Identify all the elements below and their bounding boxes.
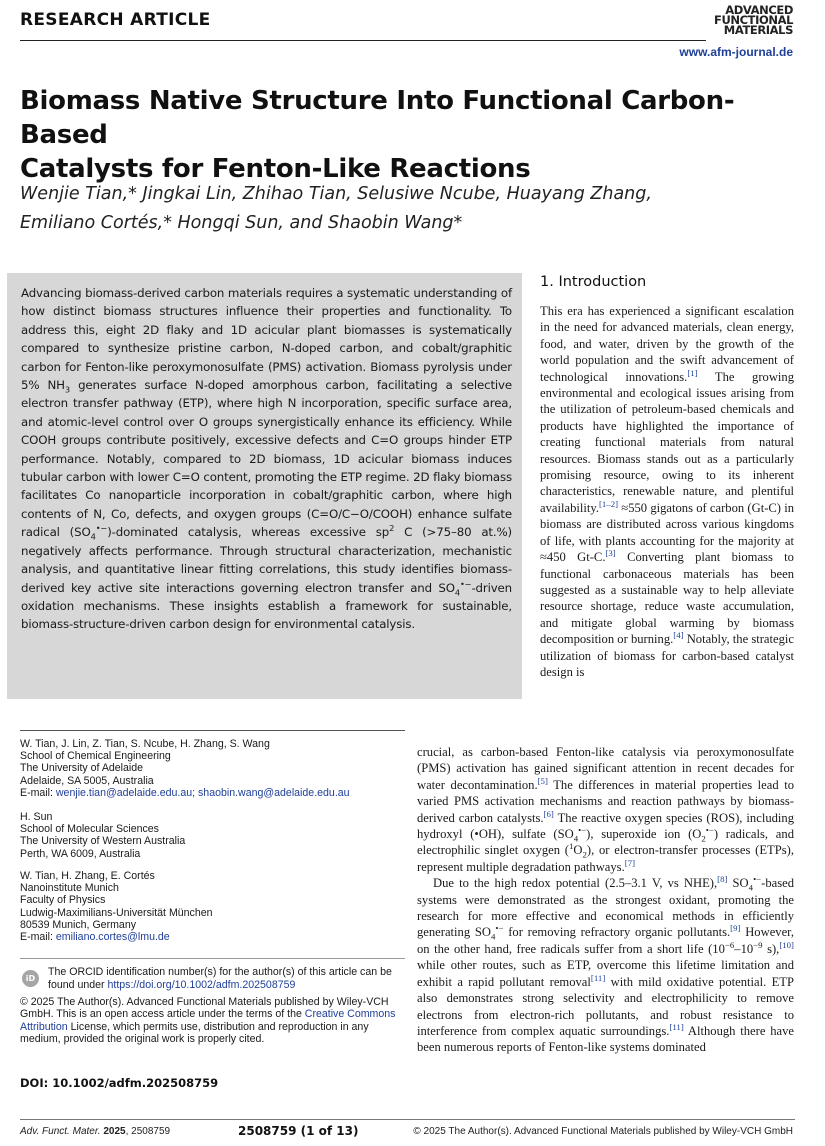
reference-link[interactable]: [11]: [669, 1021, 684, 1032]
affiliation-names: W. Tian, J. Lin, Z. Tian, S. Ncube, H. Zhang, S. Wang: [20, 738, 270, 750]
journal-url-link[interactable]: www.afm-journal.de: [679, 45, 793, 59]
intro-paragraph: Due to the high redox potential (2.5–3.1 V, vs NHE),[8] $SO_4^{•-}$-based systems were demonstrated as the strongest oxidant, promoting the research for more effective and economical methods in efficiently generating $SO_4^{•-}$ for removing refractory organic pollutants.[9] However, on the other hand, free radicals suffer from a short life ($10^{-6}-10^{-9}$ s),[10] while other routes, such as ETP, overcome this lifetime limitation and exhibit a rapid pollutant removal[11] with mild oxidative potential. ETP also demonstrates strong selectivity and electrophilicity to remove electrons from electron-rich pollutants, and robust resistance to interference from complex aquatic surroundings.[11] Although there have been numerous reports of Fenton-like systems dominated: [417, 874, 795, 1055]
affiliation-line: Nanoinstitute Munich: [20, 882, 119, 895]
license-link[interactable]: Creative Commons Attribution: [20, 1008, 396, 1033]
doi-label: DOI: 10.1002/adfm.202508759: [20, 1076, 219, 1090]
intro-column: [540, 303, 794, 680]
affiliation-line: 80539 Munich, Germany: [20, 918, 137, 931]
affiliation-rule: [20, 958, 405, 959]
reference-link[interactable]: [8]: [717, 874, 728, 885]
reference-link[interactable]: [7]: [624, 857, 636, 868]
reference-link[interactable]: [6]: [543, 808, 554, 819]
intro-wide-column: [417, 744, 794, 1056]
affiliation-email: E-mail: emiliano.cortes@lmu.de: [20, 931, 170, 944]
affiliation-line: Perth, WA 6009, Australia: [20, 847, 141, 860]
email-link[interactable]: wenjie.tian@adelaide.edu.au; shaobin.wang@adelaide.edu.au: [55, 786, 350, 799]
affiliation-line: School of Molecular Sciences: [20, 823, 159, 836]
copyright-note: © 2025 The Author(s). Advanced Functional Materials published by Wiley-VCH GmbH. This is an open access article under the terms of the Creative Commons Attribution License, which permits use, distribution and reproduction in any medium, provided the original work is properly cited.: [20, 996, 396, 1045]
author-list: [20, 180, 800, 238]
reference-link[interactable]: [3]: [605, 547, 616, 558]
page-number: 2508759 (1 of 13): [238, 1124, 359, 1138]
logo-line: FUNCTIONAL: [713, 13, 793, 27]
journal-logo: [714, 5, 793, 35]
section-label: RESEARCH ARTICLE: [20, 10, 211, 30]
intro-paragraph: This era has experienced a significant escalation in the need for advanced materials, clean energy, food, and water, driven by the growth of the world population and the swift advancement of technological innovations.[1] The growing environmental and ecological issues arising from the utilization of petroleum-based chemicals and products have highlighted the importance of creating functional materials from natural resources. Biomass stands out as a particularly promising resource, owing to its inherent characteristics, renewable nature, and plentiful availability.[1–2] ≈550 gigatons of carbon (Gt-C) in biomass are distributed across various kingdoms of life, with plants accounting for the majority at ≈450 Gt-C.[3] Converting plant biomass to functional carbonaceous materials has been suggested as a sustainable way to help alleviate resource shortage, reduce waste accumulation, and mitigate global warming by biomass decomposition or burning.[4] Notably, the strategic utilization of biomass for carbon-based catalyst design is: [540, 304, 795, 679]
reference-link[interactable]: [5]: [537, 775, 548, 786]
header-rule: [20, 40, 706, 41]
logo-line: MATERIALS: [723, 23, 793, 37]
affiliation-names: H. Sun: [20, 811, 53, 823]
title-line: Catalysts for Fenton-Like Reactions: [20, 154, 531, 184]
affiliation-line: The University of Western Australia: [20, 835, 186, 848]
affiliation-block: [20, 811, 410, 860]
footer-copyright: © 2025 The Author(s). Advanced Functional Materials published by Wiley-VCH GmbH: [413, 1126, 793, 1137]
orcid-link[interactable]: https://doi.org/10.1002/adfm.202508759: [107, 978, 296, 991]
reference-link[interactable]: [1]: [687, 367, 698, 378]
reference-link[interactable]: [11]: [590, 972, 606, 983]
affiliation-block: [20, 738, 410, 799]
reference-link[interactable]: [9]: [730, 923, 741, 934]
reference-link[interactable]: [1–2]: [598, 498, 619, 509]
abstract-text: Advancing biomass-derived carbon materials requires a systematic understanding of how distinct biomass structures influence their properties and functionality. To address this, eight 2D flaky and 1D acicular plant biomasses is systematically compared to synthesize pristine carbon, N-doped carbon, and cobalt/graphitic carbon for Fenton-like peroxymonosulfate (PMS) activation. Biomass pyrolysis under 5% $NH_3$ generates surface N-doped amorphous carbon, facilitating a selective electron transfer pathway (ETP), where high N incorporation, specific surface area, and atomic-level control over O groups synergistically enhance its efficiency. While COOH groups contribute positively, excessive defects and C=O groups hinder ETP performance. Notably, compared to 2D biomass, 1D acicular biomass induces tubular carbon with lower C=O content, promoting the ETP regime. 2D flaky biomass facilitates Co nanoparticle incorporation in cobalt/graphitic carbon, where high contents of N, Co, defects, and oxygen groups (C=O/C−O/COOH) enhance sulfate radical $(SO_4^{•-})$-dominated catalysis, whereas excessive $sp^2$ C (>75–80 at.%) negatively affects performance. Through structural characterization, mechanistic analysis, and quantitative linear fitting correlations, this study identifies biomass-derived key active site interactions governing electron transfer and $SO_4^{•-}$-driven oxidation mechanisms. These insights establish a framework for sustainable, biomass-structure-driven carbon design for environmental catalysis.: [21, 286, 512, 632]
email-link[interactable]: emiliano.cortes@lmu.de: [55, 931, 170, 944]
title-line: Biomass Native Structure Into Functional Carbon-Based: [20, 86, 735, 150]
reference-link[interactable]: [10]: [779, 939, 794, 950]
logo-line: ADVANCED: [725, 3, 793, 17]
affiliation-line: School of Chemical Engineering: [20, 750, 171, 763]
footer-rule: [20, 1119, 795, 1120]
affiliation-block: [20, 870, 410, 943]
affiliation-line: The University of Adelaide: [20, 762, 144, 775]
reference-link[interactable]: [4]: [673, 629, 684, 640]
affiliation-line: Faculty of Physics: [20, 894, 106, 907]
affiliation-rule: [20, 730, 405, 731]
orcid-note: The ORCID identification number(s) for the author(s) of this article can be found under https://doi.org/10.1002/adfm.202508759: [48, 966, 392, 991]
affiliation-line: Ludwig-Maximilians-Universität München: [20, 906, 213, 919]
affiliation-line: Adelaide, SA 5005, Australia: [20, 774, 154, 787]
abstract-box: [7, 273, 522, 699]
orcid-icon: iD: [22, 970, 39, 987]
authors-line: Emiliano Cortés,* Hongqi Sun, and Shaobin Wang*: [20, 213, 463, 233]
footer-citation: Adv. Funct. Mater. 2025, 2508759: [20, 1126, 171, 1137]
affiliation-email: E-mail: wenjie.tian@adelaide.edu.au; shaobin.wang@adelaide.edu.au: [20, 786, 350, 799]
affiliation-names: W. Tian, H. Zhang, E. Cortés: [20, 870, 155, 882]
authors-line: Wenjie Tian,* Jingkai Lin, Zhihao Tian, Selusiwe Ncube, Huayang Zhang,: [20, 184, 652, 204]
article-title: [20, 84, 800, 186]
intro-heading: 1. Introduction: [540, 274, 647, 290]
intro-paragraph: crucial, as carbon-based Fenton-like catalysis via peroxymonosulfate (PMS) activation has gained significant attention in recent decades for water decontamination.[5] The differences in material properties lead to varied PMS activation mechanisms and reaction pathways by biomass-derived carbon catalysts.[6] The reactive oxygen species (ROS), including hydroxyl (•OH), sulfate $(SO_4^{•-})$, superoxide ion $(O_2^{•-})$ radicals, and electrophilic singlet oxygen $(^1O_2)$, or electron-transfer processes (ETPs), represent multiple degradation pathways.[7]: [417, 745, 794, 874]
